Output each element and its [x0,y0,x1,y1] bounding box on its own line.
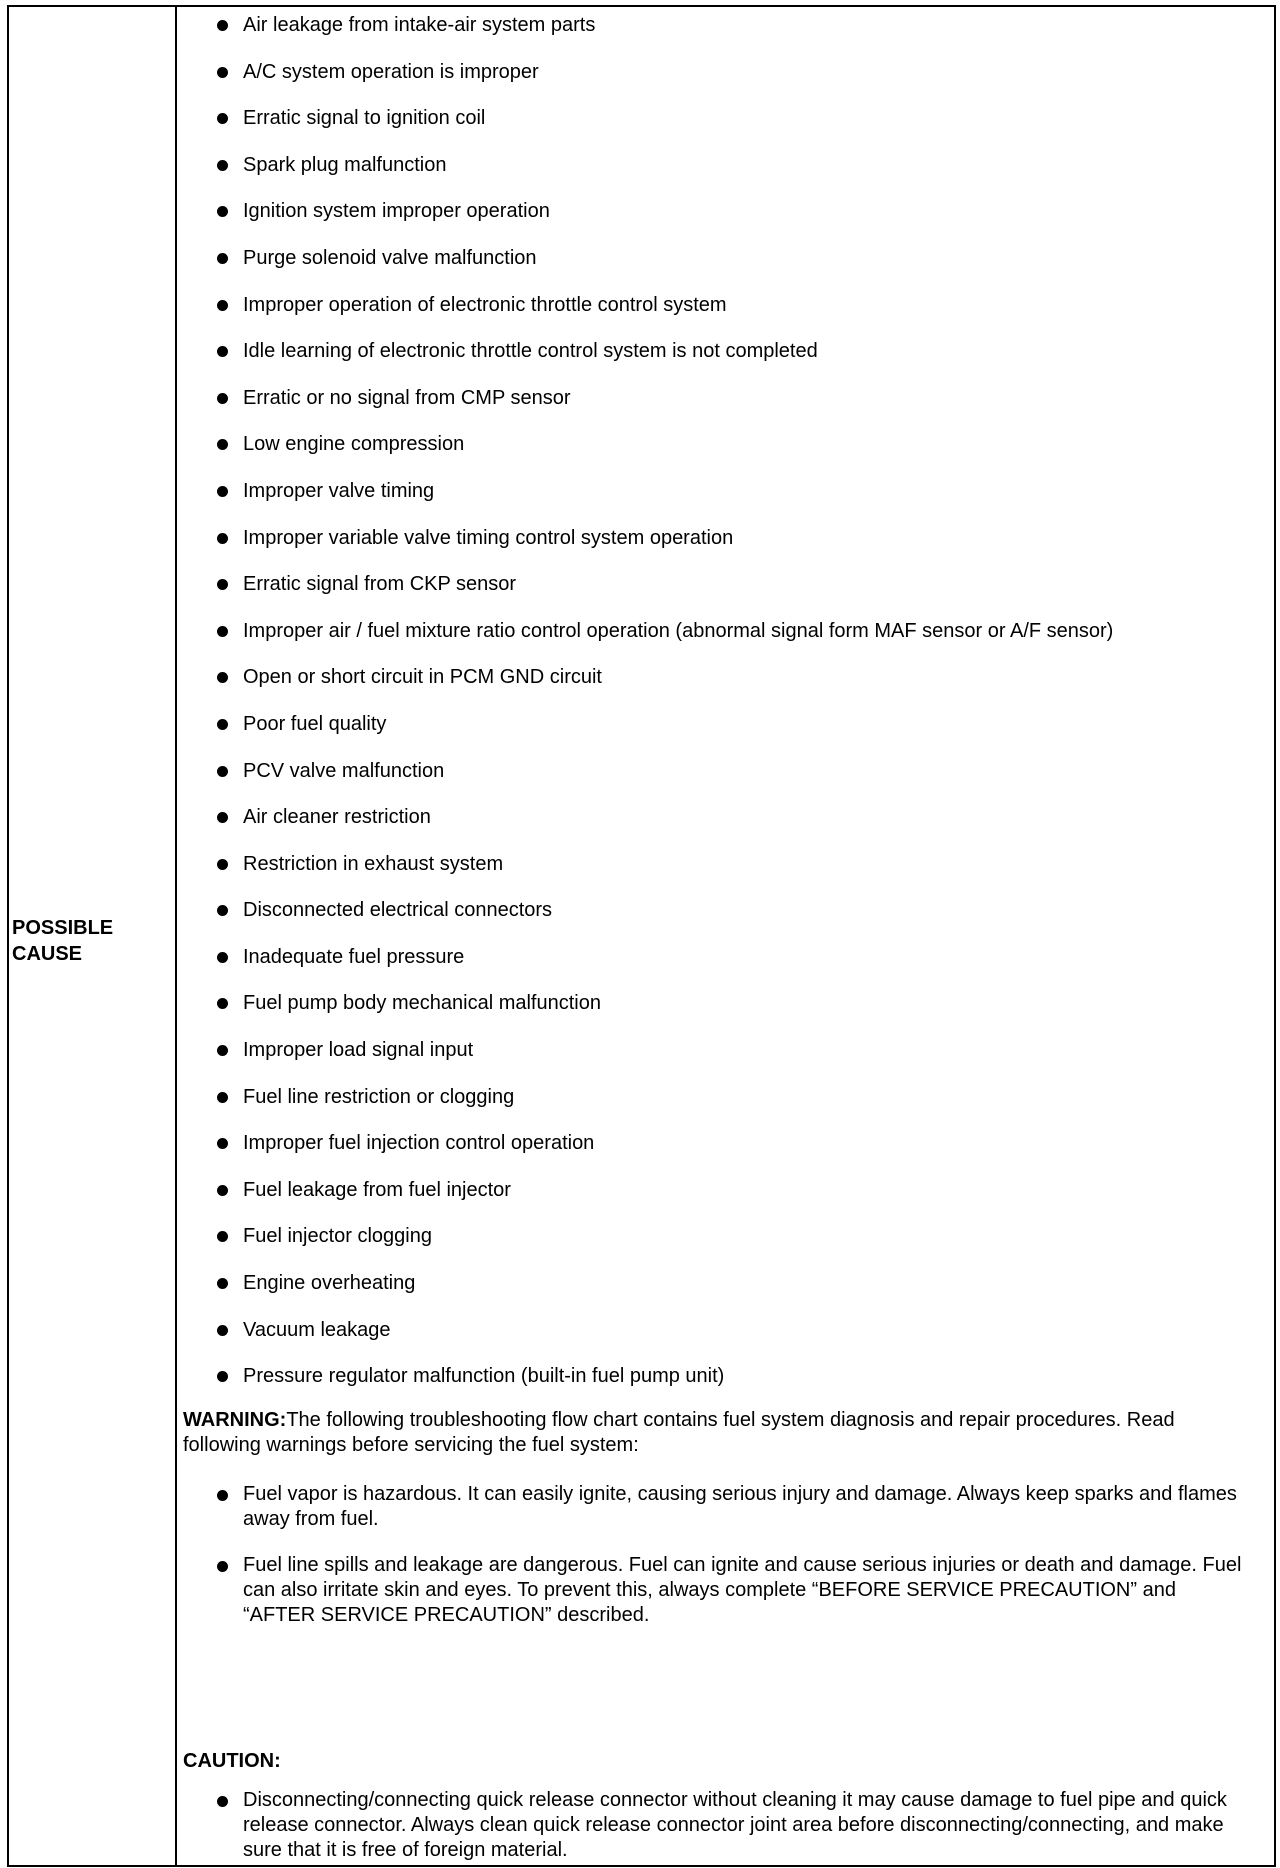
cause-text: Air leakage from intake-air system parts [243,14,596,36]
bullet-icon [217,113,228,124]
bullet-icon [217,1371,228,1382]
cause-item [177,1032,1274,1079]
cause-item [177,426,1274,473]
cause-text: Improper variable valve timing control system operation [243,526,734,549]
cause-list [177,7,1274,1405]
cause-item [177,473,1274,520]
cause-text: Purge solenoid valve malfunction [243,246,537,269]
bullet-icon [217,253,228,264]
bullet-icon [217,300,228,311]
cause-text: Fuel injector clogging [243,1225,432,1248]
warning-item: Fuel line spills and leakage are dangerous. Fuel can ignite and cause serious injuries or death and damage. Fuel can also irritate skin and eyes. To prevent this, always complete “BEFORE SERVICE PRECAUTION” and “AFTER SERVICE PRECAUTION” described. [177,1553,1244,1628]
cause-text: Engine overheating [243,1272,416,1295]
cause-item [177,333,1274,380]
cause-text: Fuel pump body mechanical malfunction [243,992,601,1015]
cause-text: Air cleaner restriction [243,806,431,829]
bullet-icon [217,346,228,357]
cause-text: Low engine compression [243,433,465,456]
cause-text: Erratic signal to ignition coil [243,107,486,130]
cause-text: Ignition system improper operation [243,200,550,223]
bullet-icon [217,1561,228,1572]
cause-text: Erratic or no signal from CMP sensor [243,386,571,409]
cause-item [177,7,1274,54]
cause-text: Poor fuel quality [243,712,387,735]
bullet-icon [217,905,228,916]
cause-item [177,1172,1274,1219]
bullet-icon [217,1231,228,1242]
cause-text: Open or short circuit in PCM GND circuit [243,666,602,689]
cause-text: Pressure regulator malfunction (built-in fuel pump unit) [243,1365,725,1388]
cause-text: Spark plug malfunction [243,153,447,176]
bullet-icon [217,20,228,31]
bullet-icon [217,206,228,217]
bullet-icon [217,486,228,497]
bullet-icon [217,952,228,963]
bullet-icon [217,859,228,870]
cause-text: Restriction in exhaust system [243,852,504,875]
bullet-icon [217,160,228,171]
cause-text: Vacuum leakage [243,1318,391,1341]
warning-list-1 [177,1482,1244,1532]
bullet-icon [217,719,228,730]
warning-heading: WARNING: [183,1409,287,1431]
cause-item [177,54,1274,101]
bullet-icon [217,766,228,777]
cause-item [177,240,1274,287]
bullet-icon [217,812,228,823]
warning-text: The following troubleshooting flow chart contains fuel system diagnosis and repair procedures. Read following warnings before servicing the fuel system: [183,1409,1175,1456]
cause-item [177,613,1274,660]
caution-list [177,1788,1244,1863]
cause-text: Improper operation of electronic throttle control system [243,293,727,316]
bullet-icon [217,439,228,450]
cause-item [177,939,1274,986]
cause-item [177,846,1274,893]
warning-item: Fuel vapor is hazardous. It can easily ignite, causing serious injury and damage. Always keep sparks and flames away from fuel. [177,1482,1244,1532]
bullet-icon [217,1045,228,1056]
cause-text: Erratic signal from CKP sensor [243,573,517,596]
bullet-icon [217,1138,228,1149]
cause-item [177,380,1274,427]
caution-heading: CAUTION: [183,1750,281,1772]
cause-item [177,147,1274,194]
content-column [177,7,1274,1865]
cause-item [177,753,1274,800]
cause-text: Improper valve timing [243,479,435,502]
caution-item: Disconnecting/connecting quick release connector without cleaning it may cause damage to fuel pipe and quick release connector. Always clean quick release connector joint area before disconnecting/connecting, and make sure that it is free of foreign material. [177,1788,1244,1863]
cause-item [177,1358,1274,1405]
bullet-icon [217,579,228,590]
bullet-icon [217,1185,228,1196]
cause-item [177,1265,1274,1312]
cause-text: Idle learning of electronic throttle control system is not completed [243,340,818,363]
possible-cause-label: POSSIBLE CAUSE [12,917,114,965]
warning-paragraph [183,1408,1254,1458]
cause-text: Fuel line restriction or clogging [243,1085,515,1108]
bullet-icon [217,1092,228,1103]
cause-item [177,985,1274,1032]
bullet-icon [217,67,228,78]
label-column [9,7,177,1865]
cause-item [177,1312,1274,1359]
cause-item [177,520,1274,567]
cause-text: Improper air / fuel mixture ratio control operation (abnormal signal form MAF sensor or A/F sensor) [243,619,1114,642]
cause-item [177,193,1274,240]
bullet-icon [217,1796,228,1807]
cause-text: Improper fuel injection control operation [243,1132,595,1155]
cause-item [177,659,1274,706]
cause-item [177,1079,1274,1126]
cause-text: Inadequate fuel pressure [243,945,465,968]
cause-item [177,1218,1274,1265]
cause-item [177,892,1274,939]
bullet-icon [217,672,228,683]
bullet-icon [217,1325,228,1336]
cause-text: A/C system operation is improper [243,60,539,83]
bullet-icon [217,1490,228,1501]
cause-text: Fuel leakage from fuel injector [243,1178,511,1201]
bullet-icon [217,1278,228,1289]
cause-item [177,1125,1274,1172]
cause-item [177,566,1274,613]
cause-item [177,706,1274,753]
cause-item [177,100,1274,147]
cause-text: Disconnected electrical connectors [243,899,553,922]
bullet-icon [217,998,228,1009]
bullet-icon [217,626,228,637]
bullet-icon [217,533,228,544]
cause-item [177,799,1274,846]
cause-text: Improper load signal input [243,1039,474,1062]
cause-item [177,287,1274,334]
warning-list-2 [177,1553,1244,1628]
bullet-icon [217,393,228,404]
cause-text: PCV valve malfunction [243,759,445,782]
possible-cause-table [7,5,1276,1867]
